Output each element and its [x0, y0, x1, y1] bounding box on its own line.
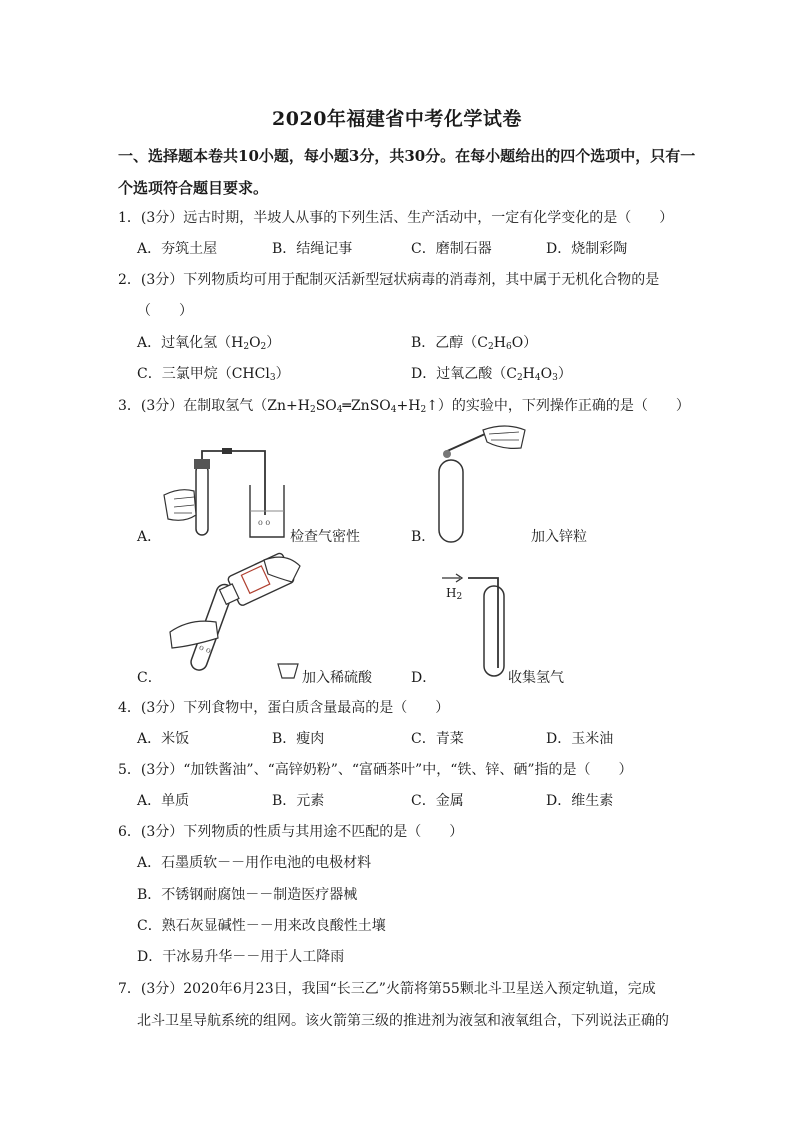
q5-option-d: D．维生素 — [546, 793, 614, 809]
svg-text:o o: o o — [197, 642, 213, 656]
q7-stem-line2: 北斗卫星导航系统的组网。该火箭第三级的推进剂为液氢和液氧组合，下列说法正确的 — [137, 1013, 669, 1029]
q6-stem: 6．(3分）下列物质的性质与其用途不匹配的是（ ） — [118, 824, 464, 840]
q5-option-b: B．元素 — [272, 793, 325, 809]
figure-collecting-hydrogen — [440, 568, 510, 680]
q2-option-d: D．过氧乙酸$(C_2H_4O_3)$ — [411, 366, 572, 383]
figure-adding-acid — [160, 552, 310, 687]
q2-option-c: C．三氯甲烷（CHCl$_3$） — [137, 366, 290, 383]
q6-option-b: B．不锈钢耐腐蚀－－制造医疗器械 — [137, 887, 358, 903]
q2-option-a: A．过氧化氢$(H_2O_2)$ — [137, 335, 281, 352]
q4-option-a: A．米饭 — [137, 731, 190, 747]
q1-option-b: B．结绳记事 — [272, 241, 353, 257]
q6-option-a: A．石墨质软－－用作电池的电极材料 — [137, 855, 372, 871]
q3-option-d-letter: D． — [411, 670, 437, 686]
q3-option-b-letter: B． — [411, 529, 436, 545]
page-title: 2020年福建省中考化学试卷 — [272, 108, 522, 130]
q4-option-b: B．瘦肉 — [272, 731, 325, 747]
figure-adding-zinc — [425, 420, 535, 545]
q2-option-b: B．乙醇$(C_2H_6O)$ — [411, 335, 538, 352]
q3-option-b-caption: 加入锌粒 — [531, 529, 587, 545]
q6-option-c: C．熟石灰显碱性－－用来改良酸性土壤 — [137, 918, 386, 934]
q4-option-d: D．玉米油 — [546, 731, 614, 747]
q3-option-c-caption: 加入稀硫酸 — [302, 670, 372, 686]
h2-label: $H_2$ — [446, 586, 463, 602]
q4-stem: 4．(3分）下列食物中，蛋白质含量最高的是（ ） — [118, 700, 450, 716]
q3-option-a-letter: A． — [137, 529, 162, 545]
q1-option-a: A．夯筑土屋 — [137, 241, 218, 257]
figure-airtightness-check — [160, 445, 290, 545]
section-header-line1: 一、选择题本卷共10小题，每小题3分，共30分。在每小题给出的四个选项中，只有一 — [118, 147, 696, 165]
q5-option-a: A．单质 — [137, 793, 190, 809]
q5-stem: 5．(3分）“加铁酱油”、“高锌奶粉”、“富硒茶叶”中，“铁、锌、硒”指的是（ ） — [118, 762, 633, 778]
q6-option-d: D．干冰易升华－－用于人工降雨 — [137, 949, 345, 965]
section-header-line2: 个选项符合题目要求。 — [118, 179, 269, 197]
q4-option-c: C．青菜 — [411, 731, 464, 747]
q2-stem-line1: 2．(3分）下列物质均可用于配制灭活新型冠状病毒的消毒剂，其中属于无机化合物的是 — [118, 272, 660, 288]
q7-stem-line1: 7．(3分）2020年6月23日，我国“长三乙”火箭将第55颗北斗卫星送入预定轨道，完成 — [118, 981, 656, 997]
q1-stem: 1．(3分）远古时期，半坡人从事的下列生活、生产活动中，一定有化学变化的是（ ） — [118, 210, 674, 226]
q2-stem-line2: （ ） — [137, 303, 193, 319]
q3-stem: 3．(3分）在制取氢气$(Zn+H_2SO_4═ZnSO_4+H_2↑)$的实验中，下列操作正确的是（ ） — [118, 398, 690, 415]
q1-option-c: C．磨制石器 — [411, 241, 492, 257]
q5-option-c: C．金属 — [411, 793, 464, 809]
svg-text:o o: o o — [258, 518, 271, 527]
q3-option-c-letter: C． — [137, 670, 162, 686]
q1-option-d: D．烧制彩陶 — [546, 241, 628, 257]
q3-option-d-caption: 收集氢气 — [508, 670, 564, 686]
q3-option-a-caption: 检查气密性 — [290, 529, 360, 545]
